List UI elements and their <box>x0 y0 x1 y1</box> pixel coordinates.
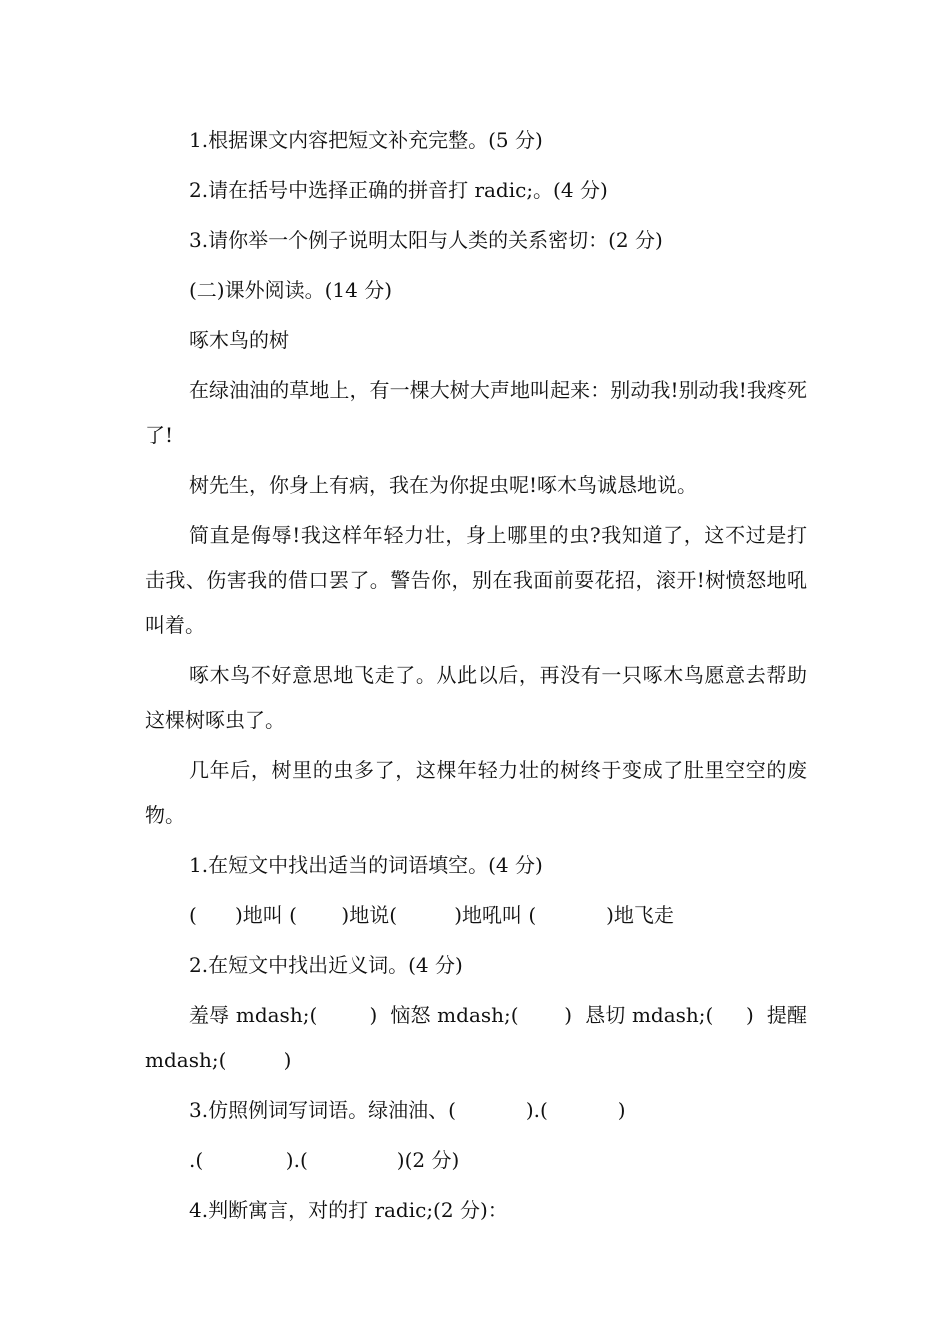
document-body <box>145 118 814 1238</box>
story-paragraph-3: 简直是侮辱!我这样年轻力壮，身上哪里的虫?我知道了，这不过是打击我、伤害我的借口罢了。警告你，别在我面前耍花招，滚开!树愤怒地吼叫着。 <box>145 523 807 637</box>
question-2-text: 2.请在括号中选择正确的拼音打 radic;。(4 分) <box>189 178 608 202</box>
section-heading-extracurricular: (二)课外阅读。(14 分) <box>189 278 393 302</box>
exercise-1-text: 1.在短文中找出适当的词语填空。(4 分) <box>189 853 543 877</box>
story-paragraph-4: 啄木鸟不好意思地飞走了。从此以后，再没有一只啄木鸟愿意去帮助这棵树啄虫了。 <box>145 663 807 732</box>
exercise-2-blanks: 羞辱 mdash;( ) 恼怒 mdash;( ) 恳切 mdash;( ) 提醒 mdash;( ) <box>145 1003 814 1072</box>
exercise-3-blanks: .( ).( )(2 分) <box>189 1148 460 1172</box>
story-title: 啄木鸟的树 <box>189 328 289 352</box>
exercise-4-text: 4.判断寓言，对的打 radic;(2 分)： <box>189 1198 508 1222</box>
exercise-2-text: 2.在短文中找出近义词。(4 分) <box>189 953 463 977</box>
exercise-3-text: 3.仿照例词写词语。绿油油、( ).( ) <box>189 1098 626 1122</box>
story-paragraph-5: 几年后，树里的虫多了，这棵年轻力壮的树终于变成了肚里空空的废物。 <box>145 758 807 827</box>
exercise-1-blanks: ( )地叫 ( )地说( )地吼叫 ( )地飞走 <box>189 903 674 927</box>
question-1-text: 1.根据课文内容把短文补充完整。(5 分) <box>189 128 543 152</box>
story-paragraph-1: 在绿油油的草地上，有一棵大树大声地叫起来：别动我!别动我!我疼死了! <box>145 378 807 447</box>
story-paragraph-2: 树先生，你身上有病，我在为你捉虫呢!啄木鸟诚恳地说。 <box>189 473 698 497</box>
question-3-text: 3.请你举一个例子说明太阳与人类的关系密切：(2 分) <box>189 228 663 252</box>
